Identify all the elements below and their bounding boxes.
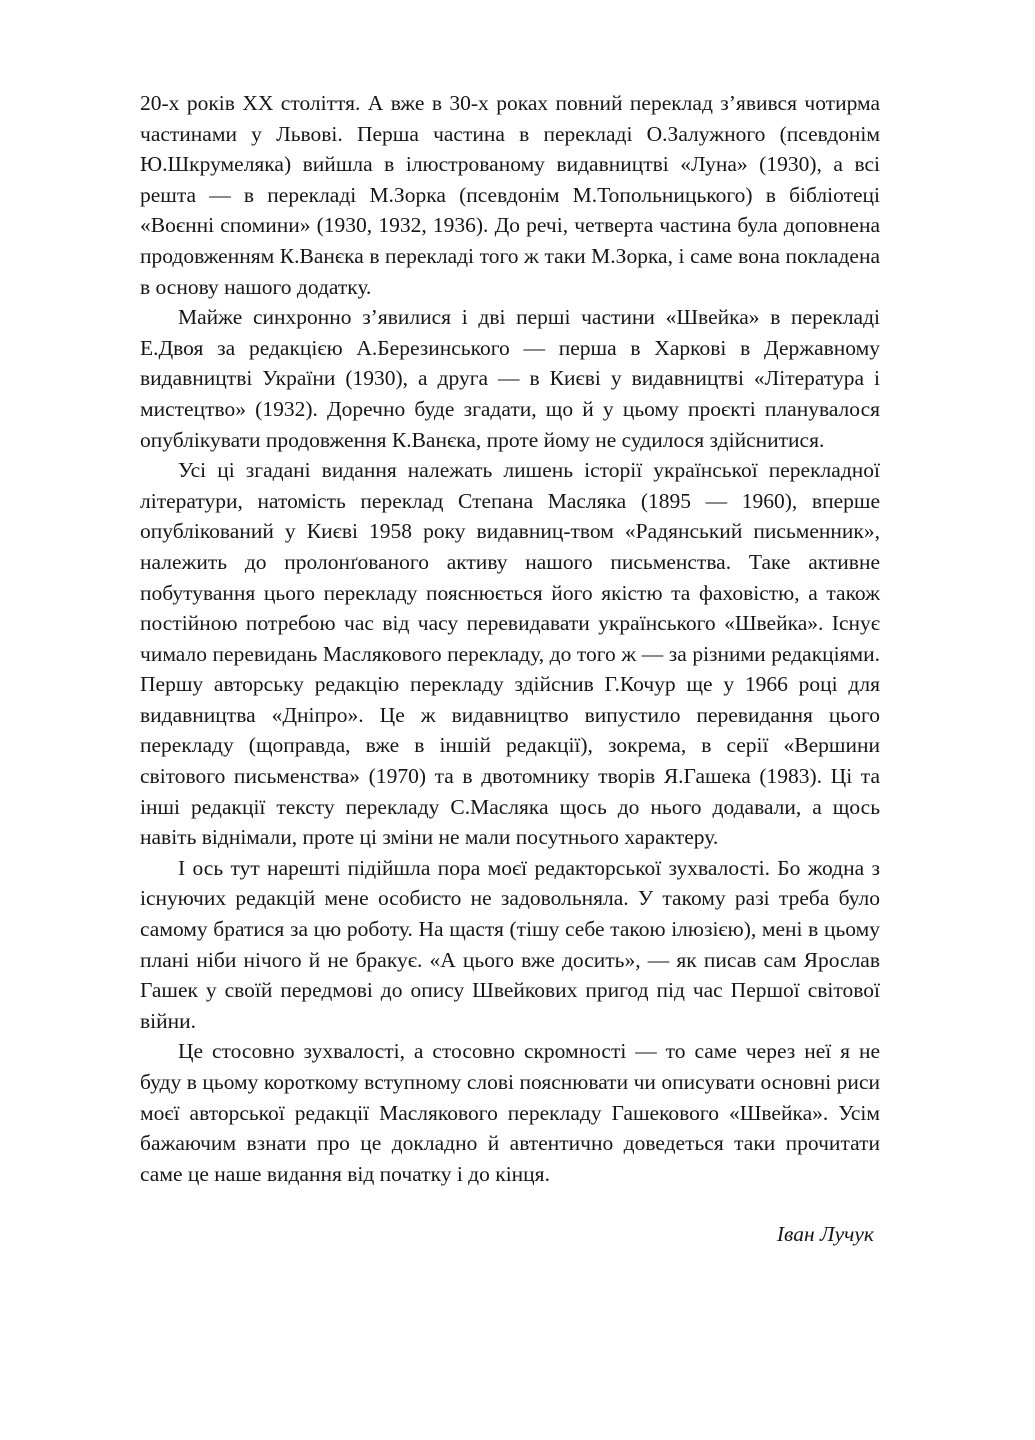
paragraph: Майже синхронно з’явилися і дві перші частини «Швейка» в перекладі Е.Двоя за редакцією А.Березинського — перша в Харкові в Державному видавництві України (1930), а друга — в Києві у видавництві «Література і мистецтво» (1932). Доречно буде згадати, що й у цьому проєкті планувалося опублікувати продовження К.Ванєка, проте йому не судилося здійснитися. — [140, 305, 880, 452]
paragraph: 20-х років XX століття. А вже в 30-х роках повний переклад з’явився чотирма частинами у Львові. Перша частина в перекладі О.Залужного (псевдонім Ю.Шкрумеляка) вийшла в ілюстрованому видавництві «Луна» (1930), а всі решта — в перекладі М.Зорка (псевдонім М.Топольницького) в бібліотеці «Воєнні спомини» (1930, 1932, 1936). До речі, четверта частина була доповнена продовженням К.Ванєка в перекладі того ж таки М.Зорка, і саме вона покладена в основу нашого додатку. — [140, 91, 880, 299]
text-column — [140, 88, 880, 1249]
paragraph: І ось тут нарешті підійшла пора моєї редакторської зухвалості. Бо жодна з існуючих редакцій мене особисто не задовольняла. У такому разі треба було самому братися за цю роботу. На щастя (тішу себе такою ілюзією), мені в цьому плані ніби нічого й не бракує. «А цього вже досить», — як писав сам Ярослав Гашек у своїй передмові до опису Швейкових пригод під час Першої світової війни. — [140, 855, 880, 1033]
paragraph: Усі ці згадані видання належать лишень історії української перекладної літератури, натомість переклад Степана Масляка (1895 — 1960), вперше опублікований у Києві 1958 року видавниц-твом «Радянський письменник», належить до пролонґованого активу нашого письменства. Таке активне побутування цього перекладу пояснюється його якістю та фаховістю, а також постійною потребою час від часу перевидавати українського «Швейка». Існує чимало перевидань Маслякового перекладу, до того ж — за різними редакціями. Першу авторську редакцію перекладу здійснив Г.Кочур ще у 1966 році для видавництва «Дніпро». Це ж видавництво випустило перевидання цього перекладу (щоправда, вже в іншій редакції), зокрема, в серії «Вершини світового письменства» (1970) та в двотомнику творів Я.Гашека (1983). Ці та інші редакції тексту перекладу С.Масляка щось до нього додавали, а щось навіть віднімали, проте ці зміни не мали посутнього характеру. — [140, 458, 880, 850]
paragraph: Це стосовно зухвалості, а стосовно скромності — то саме через неї я не буду в цьому короткому вступному слові пояснювати чи описувати основні риси моєї авторської редакції Маслякового перекладу Гашекового «Швейка». Усім бажаючим взнати про це докладно й автентично доведеться таки прочитати саме це наше видання від початку і до кінця. — [140, 1039, 880, 1186]
author-signature: Іван Лучук — [776, 1222, 874, 1247]
